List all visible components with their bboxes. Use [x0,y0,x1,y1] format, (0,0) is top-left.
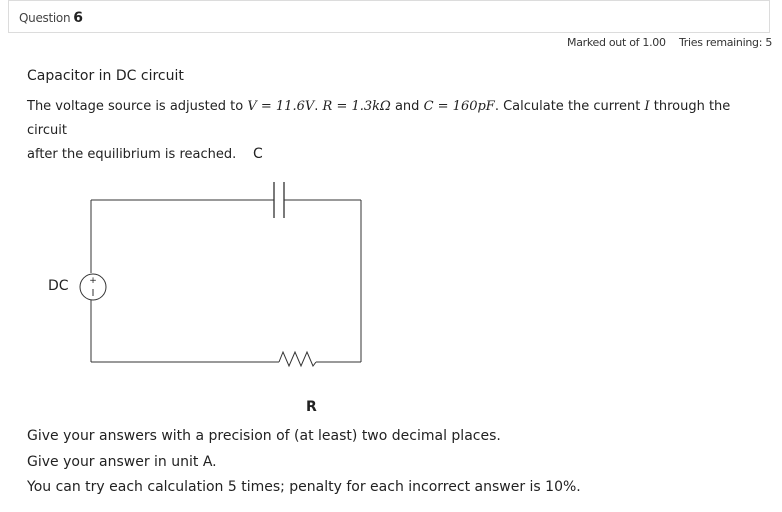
instruction-tries: You can try each calculation 5 times; penalty for each incorrect answer is 10%. [27,479,581,495]
svg-text:+: + [89,276,97,286]
voltage-expression: V = 11.6V [247,99,315,114]
problem-text-4: after the equilibrium is reached. [27,147,237,162]
marked-out-of: Marked out of 1.00 [567,36,666,49]
and-text: and [394,99,420,114]
separator: . [314,99,319,114]
problem-text-2: . Calculate the current [494,99,641,114]
instruction-precision: Give your answers with a precision of (at least) two decimal places. [27,428,501,444]
current-symbol: I [644,99,650,114]
instruction-unit: Give your answer in unit A. [27,454,217,470]
question-title: Capacitor in DC circuit [27,68,184,84]
tries-remaining: Tries remaining: 5 [679,36,773,49]
problem-text-3: through the circuit [27,99,731,138]
capacitance-expression: C = 160pF [423,99,495,114]
dc-source-symbol [80,274,106,300]
problem-text-1: The voltage source is adjusted to [27,99,244,114]
question-prefix: Question [19,11,71,25]
resistance-expression: R = 1.3kΩ [322,99,391,114]
resistor-zigzag [279,352,316,366]
resistor-label: R [306,399,317,415]
capacitor-label: C [253,146,263,162]
dc-source-label: DC [48,278,69,294]
question-number: 6 [73,10,83,26]
